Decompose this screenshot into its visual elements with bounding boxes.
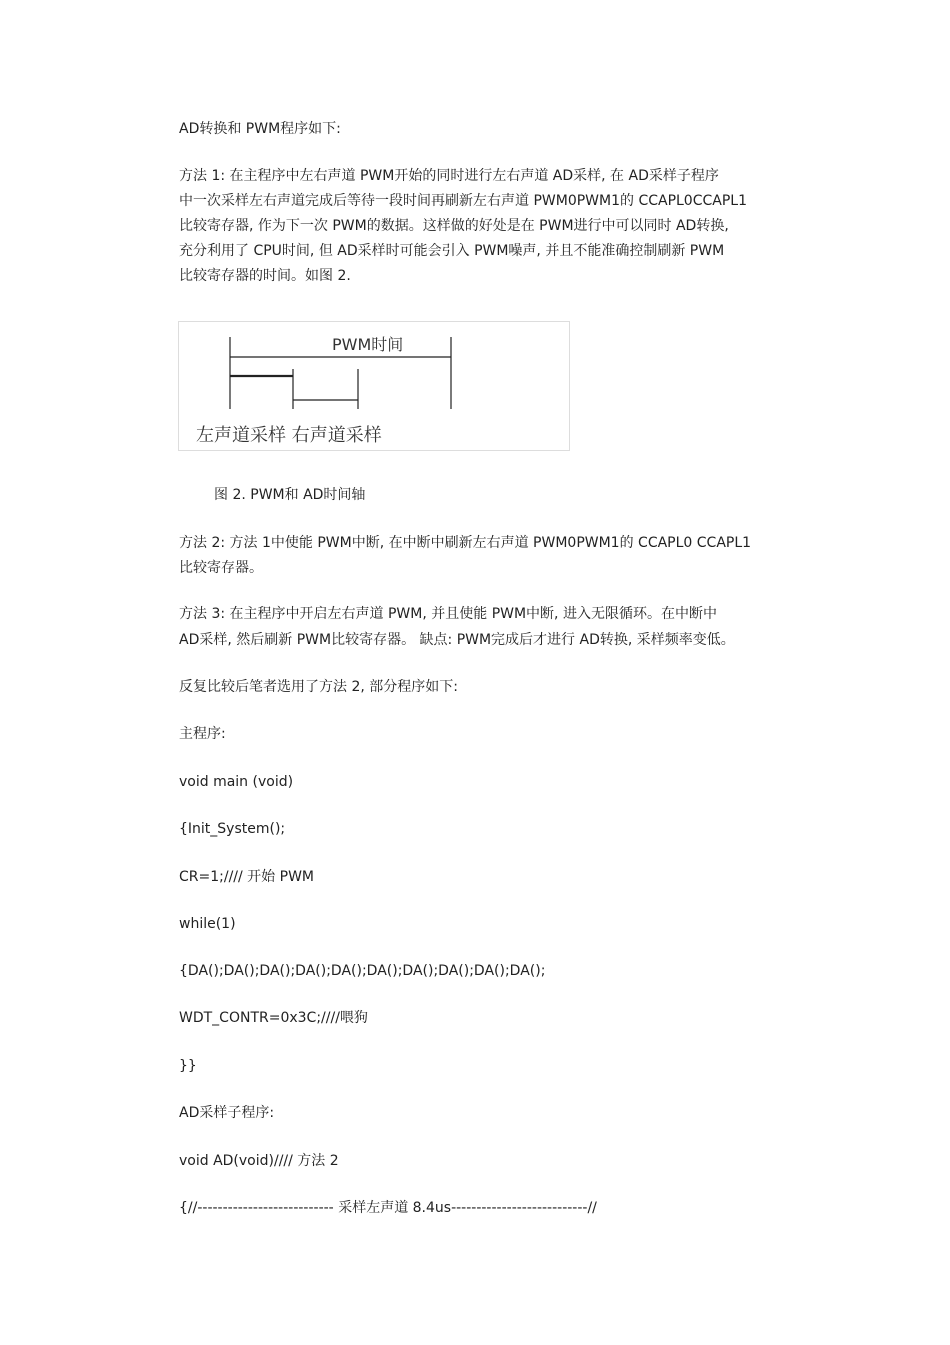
code-line: {DA();DA();DA();DA();DA();DA();DA();DA();DA();DA(); (179, 963, 546, 979)
code-line: void main (void) (179, 774, 294, 790)
sample-labels: 左声道采样 右声道采样 (196, 425, 382, 446)
figure-caption: 图 2. PWM和 AD时间轴 (214, 487, 366, 503)
ad-subroutine-label: AD采样子程序: (179, 1105, 275, 1121)
text-line: 比较寄存器。 (179, 560, 263, 576)
pwm-time-label: PWM时间 (332, 335, 404, 354)
text-line: 比较寄存器, 作为下一次 PWM的数据。这样做的好处是在 PWM进行中可以同时 AD转换, (179, 218, 729, 234)
code-line: void AD(void)//// 方法 2 (179, 1153, 339, 1169)
code-line: }} (179, 1058, 197, 1074)
text-line: 充分利用了 CPU时间, 但 AD采样时可能会引入 PWM噪声, 并且不能准确控制刷新 PWM (179, 243, 725, 259)
main-program-label: 主程序: (179, 726, 226, 742)
text-line: 方法 1: 在主程序中左右声道 PWM开始的同时进行左右声道 AD采样, 在 AD采样子程序 (179, 168, 719, 184)
text-line: 方法 2: 方法 1中使能 PWM中断, 在中断中刷新左右声道 PWM0PWM1的 CCAPL0 CCAPL1 (179, 535, 752, 551)
text-line: 方法 3: 在主程序中开启左右声道 PWM, 并且使能 PWM中断, 进入无限循环。在中断中 (179, 606, 717, 622)
text-line: AD采样, 然后刷新 PWM比较寄存器。 缺点: PWM完成后才进行 AD转换, 采样频率变低。 (179, 632, 735, 648)
code-line: {Init_System(); (179, 821, 286, 837)
text-line: 中一次采样左右声道完成后等待一段时间再刷新左右声道 PWM0PWM1的 CCAPL0CCAPL1 (179, 193, 747, 209)
timeline-diagram (178, 321, 570, 451)
text-line: 比较寄存器的时间。如图 2. (179, 268, 351, 284)
code-line: {//--------------------------- 采样左声道 8.4us---------------------------// (179, 1200, 597, 1216)
code-line: CR=1;//// 开始 PWM (179, 869, 314, 885)
conclusion-text: 反复比较后笔者选用了方法 2, 部分程序如下: (179, 679, 458, 695)
section-heading: AD转换和 PWM程序如下: (179, 121, 341, 137)
code-line: while(1) (179, 916, 236, 932)
pwm-ad-timeline-figure (178, 321, 570, 451)
code-line: WDT_CONTR=0x3C;////喂狗 (179, 1010, 368, 1026)
